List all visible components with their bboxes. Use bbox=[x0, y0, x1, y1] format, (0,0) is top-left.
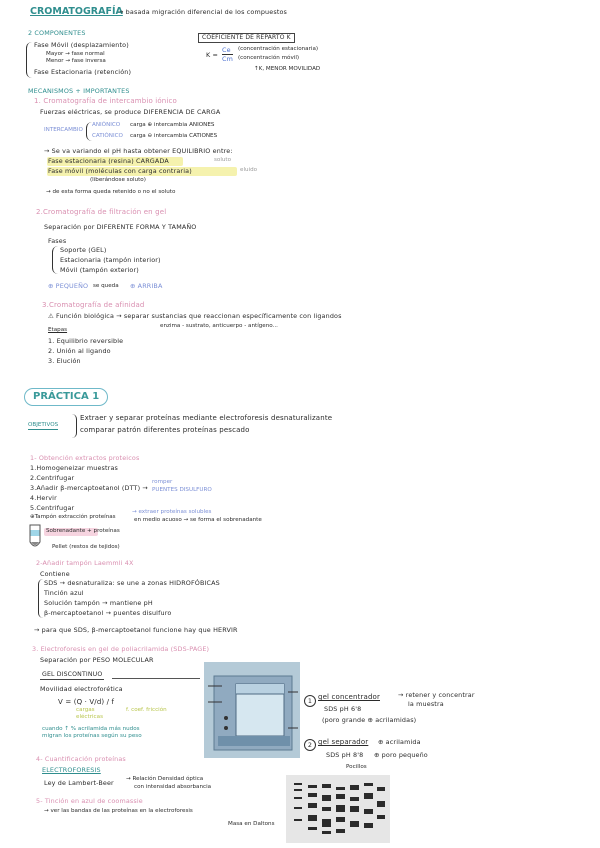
s3-gel-sep-sds: SDS pH 8'8 bbox=[326, 751, 364, 759]
coef-den: Cm bbox=[222, 55, 233, 63]
s3-gel-conc-desc1: → retener y concentrar bbox=[398, 691, 475, 699]
s2-brace bbox=[38, 579, 43, 618]
s2-title: 2-Añadir tampón Laemmli 4X bbox=[36, 559, 134, 567]
s1-dtt-note1: romper bbox=[152, 479, 173, 485]
m1-ph: → Se va variando el pH hasta obtener EQUILIBRIO entre: bbox=[44, 147, 233, 155]
s3-gel-sep-pore: ⊕ poro pequeño bbox=[374, 751, 428, 759]
s3-note1: cuando ↑ % acrilamida más nudos bbox=[42, 726, 140, 732]
coef-cm: (concentración móvil) bbox=[238, 55, 300, 61]
m3-note: enzima - sustrato, anticuerpo - antígeno... bbox=[160, 323, 278, 329]
page-title: CROMATOGRAFÍA bbox=[30, 6, 123, 17]
s3-gel-sep-num: 2 bbox=[304, 739, 316, 751]
objective-1: Extraer y separar proteínas mediante electroforesis desnaturalizante bbox=[80, 414, 333, 422]
m2-small: ⊕ PEQUEÑO bbox=[48, 282, 89, 290]
m2-title: 2.Cromatografía de filtración en gel bbox=[36, 208, 167, 216]
s2-item-4: β-mercaptoetanol → puentes disulfuro bbox=[44, 609, 172, 617]
components-brace bbox=[26, 42, 33, 78]
m1-arrow: → de esta forma queda retenido o no el soluto bbox=[46, 189, 176, 195]
s1-step-3: 3.Añadir β-mercaptoetanol (DTT) → bbox=[30, 484, 148, 492]
s1-dtt-note2: PUENTES DISULFURO bbox=[152, 487, 212, 493]
m2-brace bbox=[52, 246, 58, 274]
phase-mobile-sub1: Mayor → fase normal bbox=[46, 51, 105, 57]
m3-desc: ⚠ Función biológica → separar sustancias que reaccionan específicamente con ligandos bbox=[48, 312, 342, 320]
s4-title: 4- Cuantificación proteínas bbox=[36, 755, 126, 763]
m3-s2: 2. Unión al ligando bbox=[48, 347, 111, 355]
objective-2: comparar patrón diferentes proteínas pescado bbox=[80, 426, 250, 434]
m1-anionic: ANIÓNICO bbox=[92, 122, 121, 128]
m2-p2: Estacionaria (tampón interior) bbox=[60, 256, 161, 264]
m1-anionic-desc: carga ⊕ intercambia ANIONES bbox=[130, 122, 215, 128]
s2-arrow: → para que SDS, β-mercaptoetanol funcione hay que HERVIR bbox=[34, 626, 238, 634]
m3-s1: 1. Equilibrio reversible bbox=[48, 337, 124, 345]
m1-cationic: CATIÓNICO bbox=[92, 133, 123, 139]
s3-gel-conc-pore: (poro grande ⊕ acrilamidas) bbox=[322, 716, 417, 724]
s1-step-4: 4.Hervir bbox=[30, 494, 57, 502]
objectives-label: OBJETIVOS bbox=[28, 422, 59, 428]
s1-pellet: Pellet (restos de tejidos) bbox=[52, 544, 120, 550]
phase-mobile-sub2: Menor → fase inversa bbox=[46, 58, 106, 64]
s3-gel-sep-plus: ⊕ acrilamida bbox=[378, 738, 421, 746]
s1-supernatant: Sobrenadante + proteínas bbox=[46, 528, 120, 534]
m1-phase1: Fase estacionaria (resina) CARGADA bbox=[48, 157, 169, 165]
gel-arrow-line bbox=[112, 678, 200, 679]
m2-p1: Soporte (GEL) bbox=[60, 246, 107, 254]
s3-gel: GEL DISCONTINUO bbox=[40, 672, 104, 680]
s4-law-note1: → Relación Densidad óptica bbox=[126, 776, 204, 782]
s4-sub: ELECTROFORESIS bbox=[42, 766, 101, 774]
s1-step-2: 2.Centrifugar bbox=[30, 474, 75, 482]
s5-note: → ver las bandas de las proteínas en la electroforesis bbox=[44, 808, 193, 814]
mechanisms-heading: MECANISMOS + IMPORTANTES bbox=[28, 87, 130, 95]
s3-mobility: Movilidad electroforética bbox=[40, 685, 123, 693]
s4-law: Ley de Lambert-Beer bbox=[44, 779, 114, 787]
m2-small-mid: se queda bbox=[93, 283, 119, 289]
phase-mobile: Fase Móvil (desplazamiento) bbox=[34, 41, 129, 49]
s2-item-1: SDS → desnaturaliza: se une a zonas HIDROFÓBICAS bbox=[44, 579, 220, 587]
m1-cationic-desc: carga ⊖ intercambia CATIONES bbox=[130, 133, 218, 139]
objectives-brace bbox=[72, 414, 77, 438]
s2-item-3: Solución tampón → mantiene pH bbox=[44, 599, 153, 607]
s2-item-2: Tinción azul bbox=[44, 589, 84, 597]
m2-desc: Separación por DIFERENTE FORMA Y TAMAÑO bbox=[44, 223, 197, 231]
practice-heading: PRÁCTICA 1 bbox=[24, 388, 108, 406]
phase-stationary: Fase Estacionaria (retención) bbox=[34, 68, 132, 76]
s3-formula: V = (Q · V/d) / f bbox=[58, 698, 115, 706]
coef-result: ↑K, MENOR MOVILIDAD bbox=[254, 66, 321, 72]
s1-step-5: 5.Centrifugar bbox=[30, 504, 75, 512]
s3-pocillos: Pocillos bbox=[346, 764, 367, 770]
s1-title: 1- Obtención extractos proteicos bbox=[30, 454, 140, 462]
coef-title: COEFICIENTE DE REPARTO K bbox=[198, 33, 295, 43]
m1-exchange: INTERCAMBIO bbox=[44, 127, 83, 133]
m3-s3: 3. Elución bbox=[48, 357, 81, 365]
s5-title: 5- Tinción en azul de coomassie bbox=[36, 797, 143, 805]
components-heading: 2 COMPONENTES bbox=[28, 29, 86, 37]
s3-gel-sep: gel separador bbox=[318, 738, 369, 746]
m3-title: 3.Cromatografía de afinidad bbox=[42, 301, 145, 309]
s3-gel-conc: gel concentrador bbox=[318, 693, 380, 701]
s3-title: 3. Electroforesis en gel de poliacrilamida (SDS-PAGE) bbox=[32, 645, 210, 653]
s1-buffer-note2: en medio acuoso → se forma el sobrenadante bbox=[134, 517, 262, 523]
m1-phase2-sub: (liberándose soluto) bbox=[90, 177, 146, 183]
s1-buffer-note1: → extraer proteínas solubles bbox=[132, 509, 212, 515]
coef-num: Ce bbox=[222, 46, 231, 54]
s3-f-note: f. coef. fricción bbox=[126, 707, 167, 713]
m1-phase1-note: soluto bbox=[214, 157, 232, 163]
s3-q: cargas bbox=[76, 707, 95, 713]
s4-law-note2: con intensidad absorbancia bbox=[134, 784, 212, 790]
s3-q-note: eléctricas bbox=[76, 714, 103, 720]
m2-phases: Fases bbox=[48, 237, 67, 245]
m1-phase2-note: eluido bbox=[240, 167, 258, 173]
coef-ce: (concentración estacionaria) bbox=[238, 46, 319, 52]
s3-gel-conc-sds: SDS pH 6'8 bbox=[324, 705, 362, 713]
s1-step-1: 1.Homogeneizar muestras bbox=[30, 464, 118, 472]
sds-page-gel-image bbox=[286, 775, 390, 843]
s3-note2: migran los proteínas según su peso bbox=[42, 733, 142, 739]
m2-small-end: ⊕ ARRIBA bbox=[130, 282, 163, 290]
s3-gel-conc-desc2: la muestra bbox=[408, 700, 444, 708]
s1-buffer: ⊕Tampón extracción proteínas bbox=[30, 514, 116, 520]
s3-gel-conc-num: 1 bbox=[304, 695, 316, 707]
m3-stages: Etapas bbox=[48, 327, 68, 333]
s2-contains: Contiene bbox=[40, 570, 70, 578]
coef-k: K = bbox=[206, 51, 219, 59]
test-tube-icon bbox=[28, 524, 42, 550]
m1-phase2: Fase móvil (moléculas con carga contraria) bbox=[48, 167, 192, 175]
electrophoresis-apparatus-image bbox=[204, 662, 300, 758]
title-note: → basada migración diferencial de los compuestos bbox=[118, 8, 288, 16]
m1-desc: Fuerzas eléctricas, se produce DIFERENCIA DE CARGA bbox=[40, 108, 221, 116]
s3-desc: Separación por PESO MOLECULAR bbox=[40, 656, 154, 664]
m2-p3: Móvil (tampón exterior) bbox=[60, 266, 139, 274]
s3-mass: Masa en Daltons bbox=[228, 821, 275, 827]
m1-title: 1. Cromatografía de intercambio iónico bbox=[34, 97, 177, 105]
